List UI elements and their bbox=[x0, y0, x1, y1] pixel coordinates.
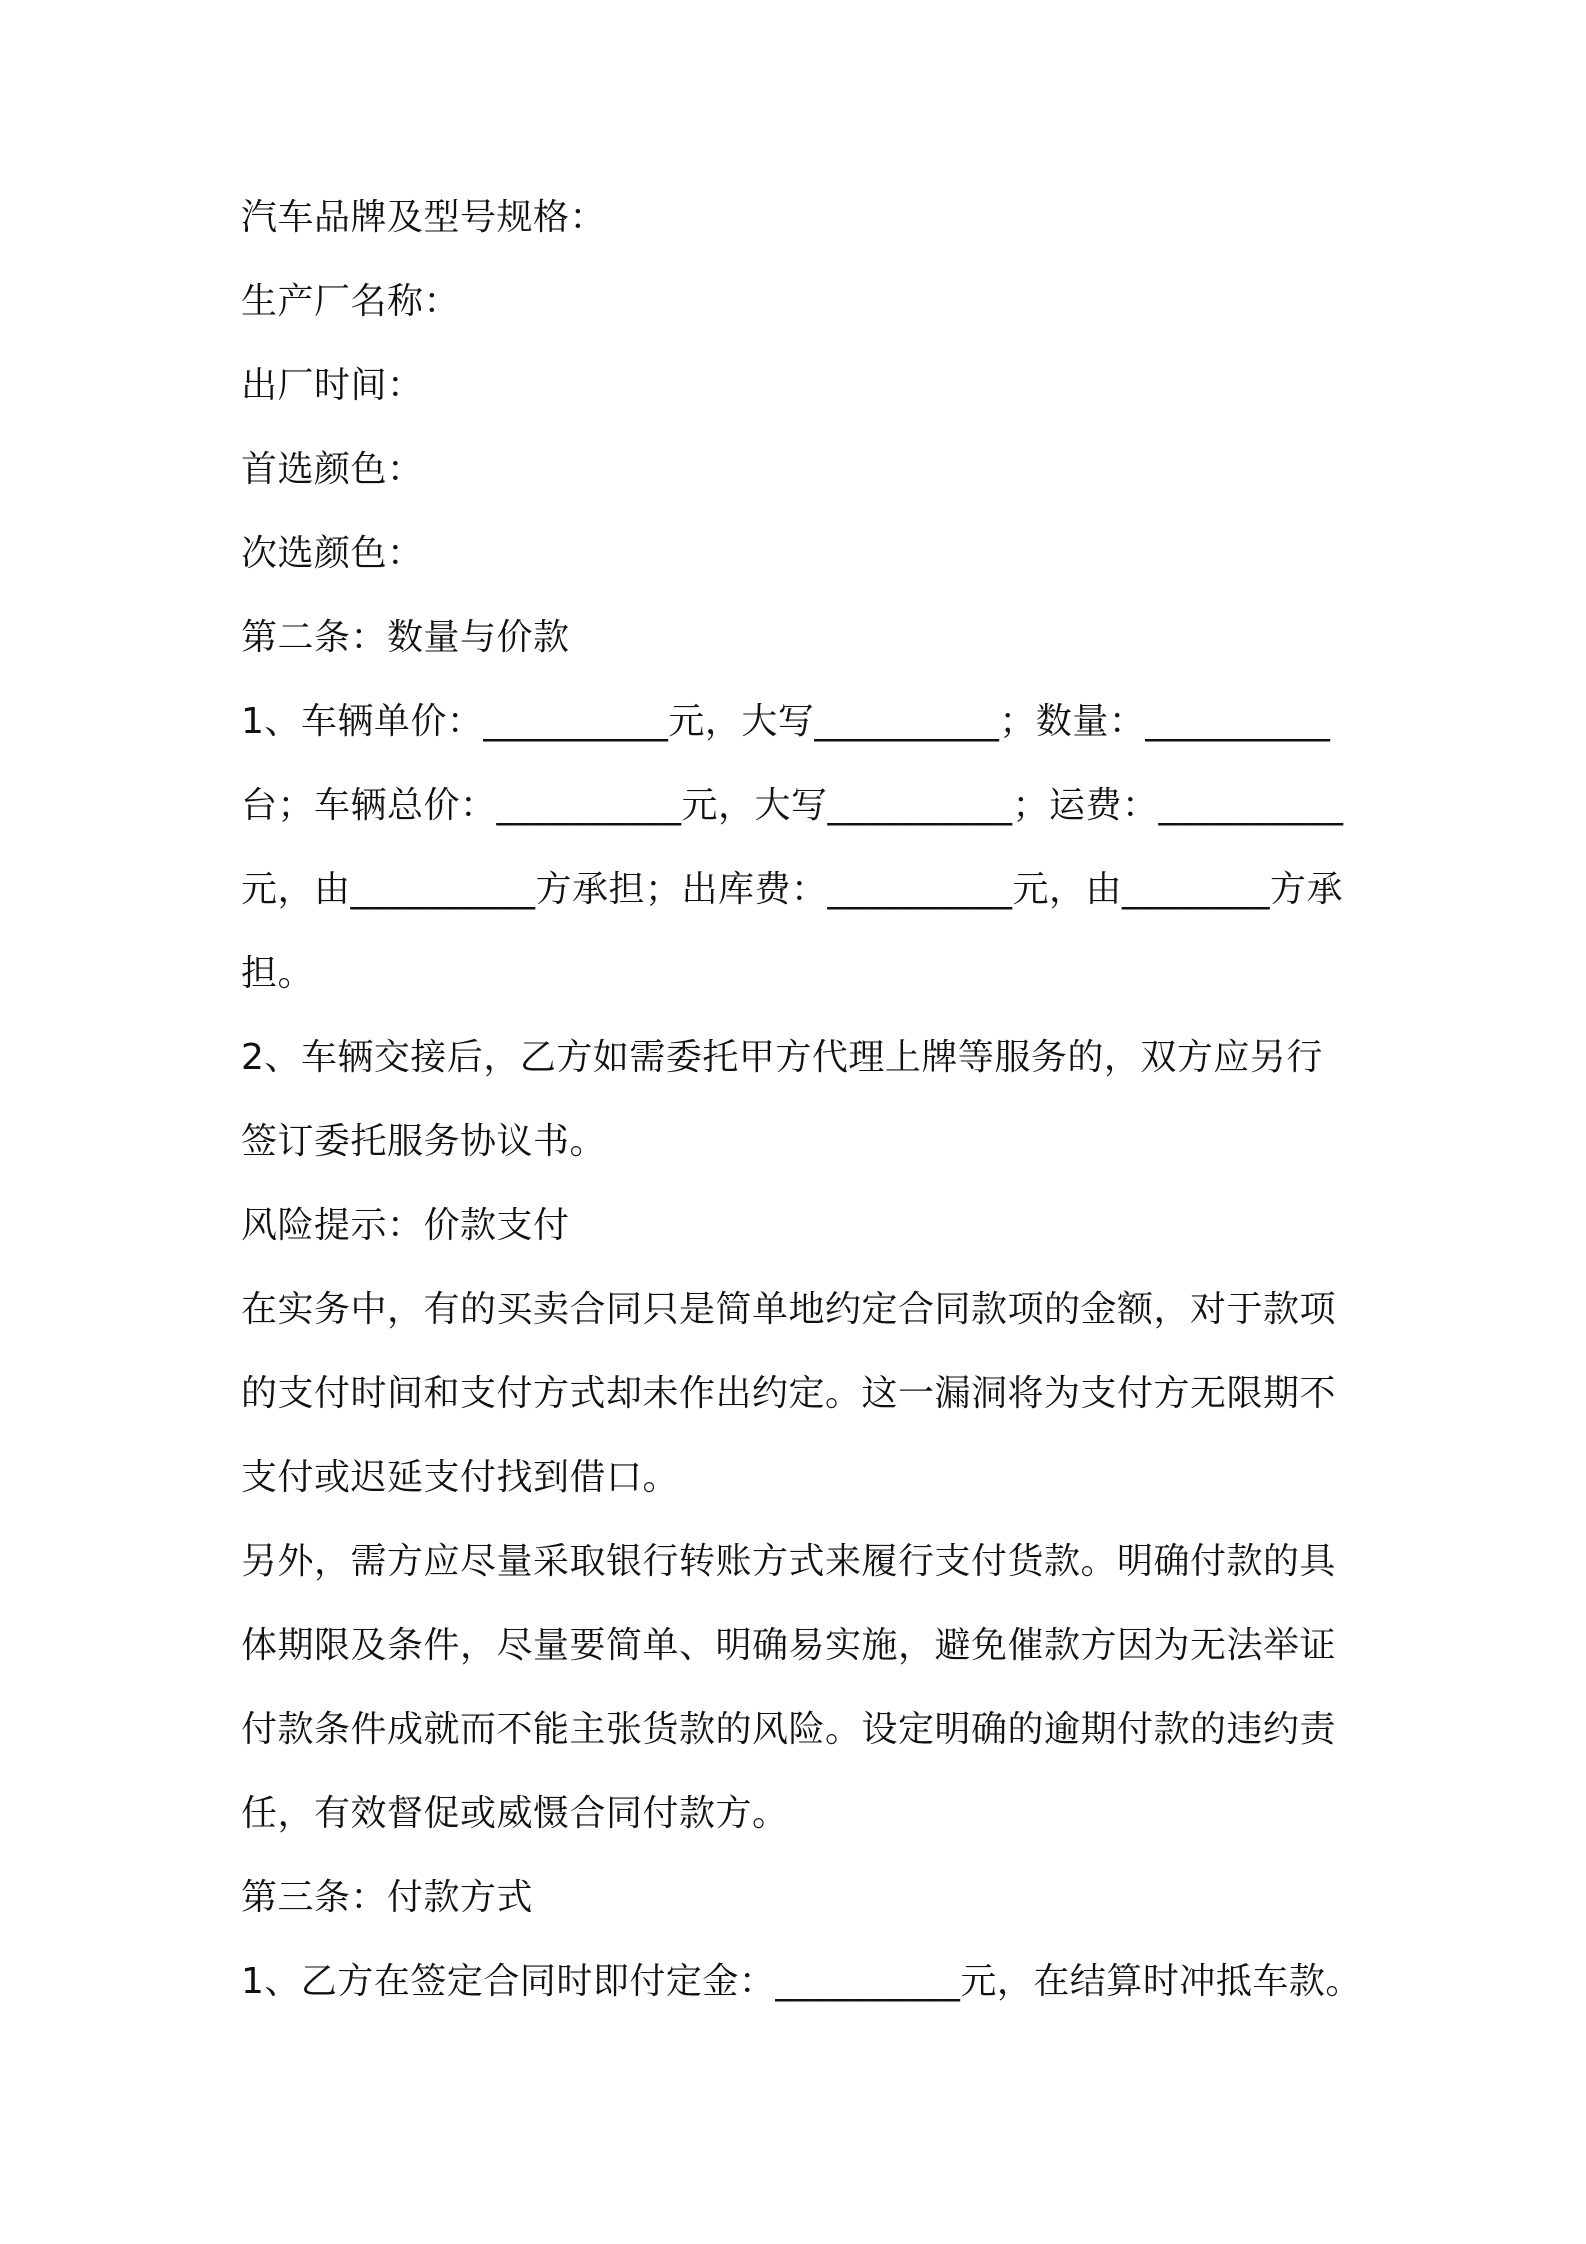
article-2-heading: 第二条：数量与价款 bbox=[241, 617, 570, 658]
paragraph-line: 在实务中，有的买卖合同只是简单地约定合同款项的金额，对于款项 bbox=[241, 1289, 1337, 1330]
field-factory-date: 出厂时间： bbox=[241, 365, 424, 406]
paragraph-line: 台；车辆总价：__________元，大写__________；运费：__________ bbox=[241, 785, 1344, 826]
paragraph-line: 体期限及条件，尽量要简单、明确易实施，避免催款方因为无法举证 bbox=[241, 1625, 1337, 1666]
paragraph-line: 2、车辆交接后，乙方如需委托甲方代理上牌等服务的，双方应另行 bbox=[241, 1037, 1323, 1078]
paragraph-line: 元，由__________方承担；出库费：__________元，由________方承 bbox=[241, 869, 1344, 910]
field-preferred-color: 首选颜色： bbox=[241, 449, 424, 490]
paragraph-line: 另外，需方应尽量采取银行转账方式来履行支付货款。明确付款的具 bbox=[241, 1541, 1337, 1582]
paragraph-line: 支付或迟延支付找到借口。 bbox=[241, 1457, 680, 1498]
paragraph-line: 1、乙方在签定合同时即付定金：__________元，在结算时冲抵车款。 bbox=[241, 1961, 1362, 2002]
field-alternate-color: 次选颜色： bbox=[241, 533, 424, 574]
paragraph-line: 任，有效督促或威慑合同付款方。 bbox=[241, 1793, 789, 1834]
field-manufacturer-name: 生产厂名称： bbox=[241, 281, 461, 322]
paragraph-line: 1、车辆单价：__________元，大写__________；数量：__________ bbox=[241, 701, 1331, 742]
paragraph-line: 签订委托服务协议书。 bbox=[241, 1121, 607, 1162]
risk-notice-heading: 风险提示：价款支付 bbox=[241, 1205, 570, 1246]
paragraph-line: 担。 bbox=[241, 953, 315, 994]
article-3-heading: 第三条：付款方式 bbox=[241, 1877, 534, 1918]
paragraph-line: 的支付时间和支付方式却未作出约定。这一漏洞将为支付方无限期不 bbox=[241, 1373, 1337, 1414]
field-car-brand-model: 汽车品牌及型号规格： bbox=[241, 197, 607, 238]
paragraph-line: 付款条件成就而不能主张货款的风险。设定明确的逾期付款的违约责 bbox=[241, 1709, 1337, 1750]
